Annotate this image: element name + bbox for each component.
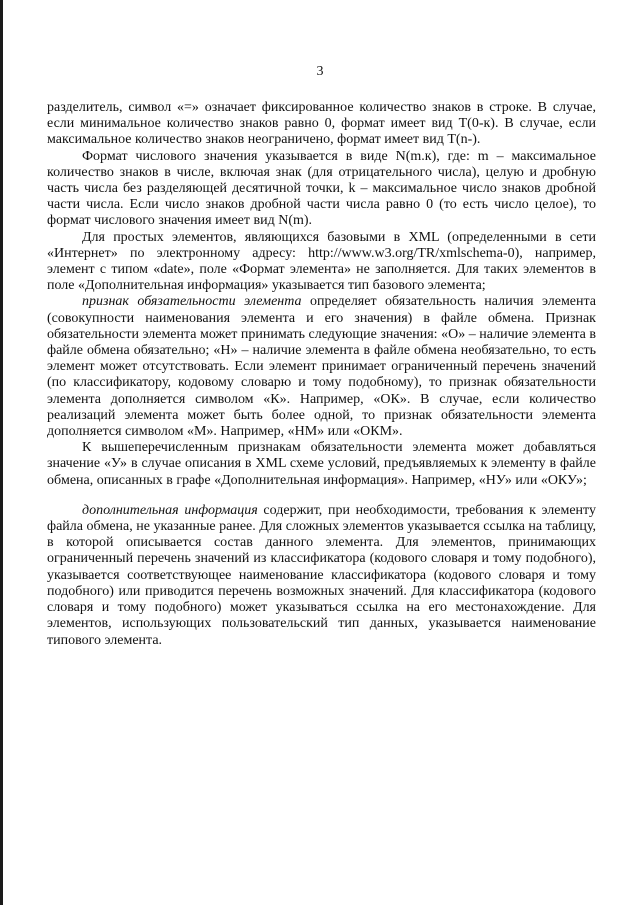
paragraph-text: разделитель, символ «=» означает фиксированное количество знаков в строке. В случае, если минимальное количество знаков равно 0, формат имеет вид T(0-к). В случае, если максимальное количество знаков неограничено, формат имеет вид T(n-). [47,100,596,148]
page-number: 3 [316,64,324,79]
paragraph-text: Для простых элементов, являющихся базовыми в XML (определенными в сети «Интернет» по электронному адресу: http://www.w3.org/TR/xmlschema-0), например, элемент с типом «date», поле «Формат элемента» не заполняется. Для таких элементов в поле «Дополнительная информация» указывается тип базового элемента; [47,229,596,294]
paragraph-simple-elements [47,230,596,295]
paragraph-conditional-value [47,440,596,489]
paragraph-additional-info [47,503,596,649]
term-additional-info: дополнительная информация [82,502,258,518]
paragraph-text: содержит, при необходимости, требования к элементу файла обмена, не указанные ранее. Для сложных элементов указывается ссылка на таблицу, в которой описывается состав данного элемента. Для элементов, принимающих ограниченный перечень значений из классификатора (кодового словаря и тому подобного), указывается соответствующее наименование классификатора (кодового словаря и тому подобного) или приводится перечень возможных значений. Для классификатора (кодового словаря и тому подобного) может указываться ссылка на его местонахождение. Для элементов, использующих пользовательский тип данных, указывается наименование типового элемента. [47,502,596,648]
paragraph-format-string-continuation [47,100,596,149]
term-mandatory-attribute: признак обязательности элемента [82,294,302,310]
paragraph-text: К вышеперечисленным признакам обязательности элемента может добавляться значение «У» в случае описания в XML схеме условий, предъявляемых к элементу в файле обмена, описанных в графе «Дополнительная информация». Например, «НУ» или «ОКУ»; [47,440,596,488]
paragraph-mandatory-attribute [47,294,596,440]
paragraph-text: Формат числового значения указывается в виде N(m.к), где: m – максимальное количество знаков в числе, включая знак (для отрицательного числа), целую и дробную часть числа без разделяющей десятичной точки, k – максимальное число знаков дробной части числа. Если число знаков дробной части числа равно 0 (то есть число целое), то формат числового значения имеет вид N(m). [47,148,596,229]
document-body [47,100,596,649]
paragraph-text: определяет обязательность наличия элемента (совокупности наименования элемента и его значения) в файле обмена. Признак обязательности элемента может принимать следующие значения: «О» – наличие элемента в файле обмена обязательно; «Н» – наличие элемента в файле обмена необязательно, то есть элемент может отсутствовать. Если элемент принимает ограниченный перечень значений (по классификатору, кодовому словарю и тому подобному), то признак обязательности элемента дополняется символом «К». Например, «ОК». В случае, если количество реализаций элемента может быть более одной, то признак обязательности элемента дополняется символом «М». Например, «НМ» или «ОКМ». [47,294,597,440]
paragraph-numeric-format [47,149,596,230]
scan-edge-shadow [0,0,3,905]
